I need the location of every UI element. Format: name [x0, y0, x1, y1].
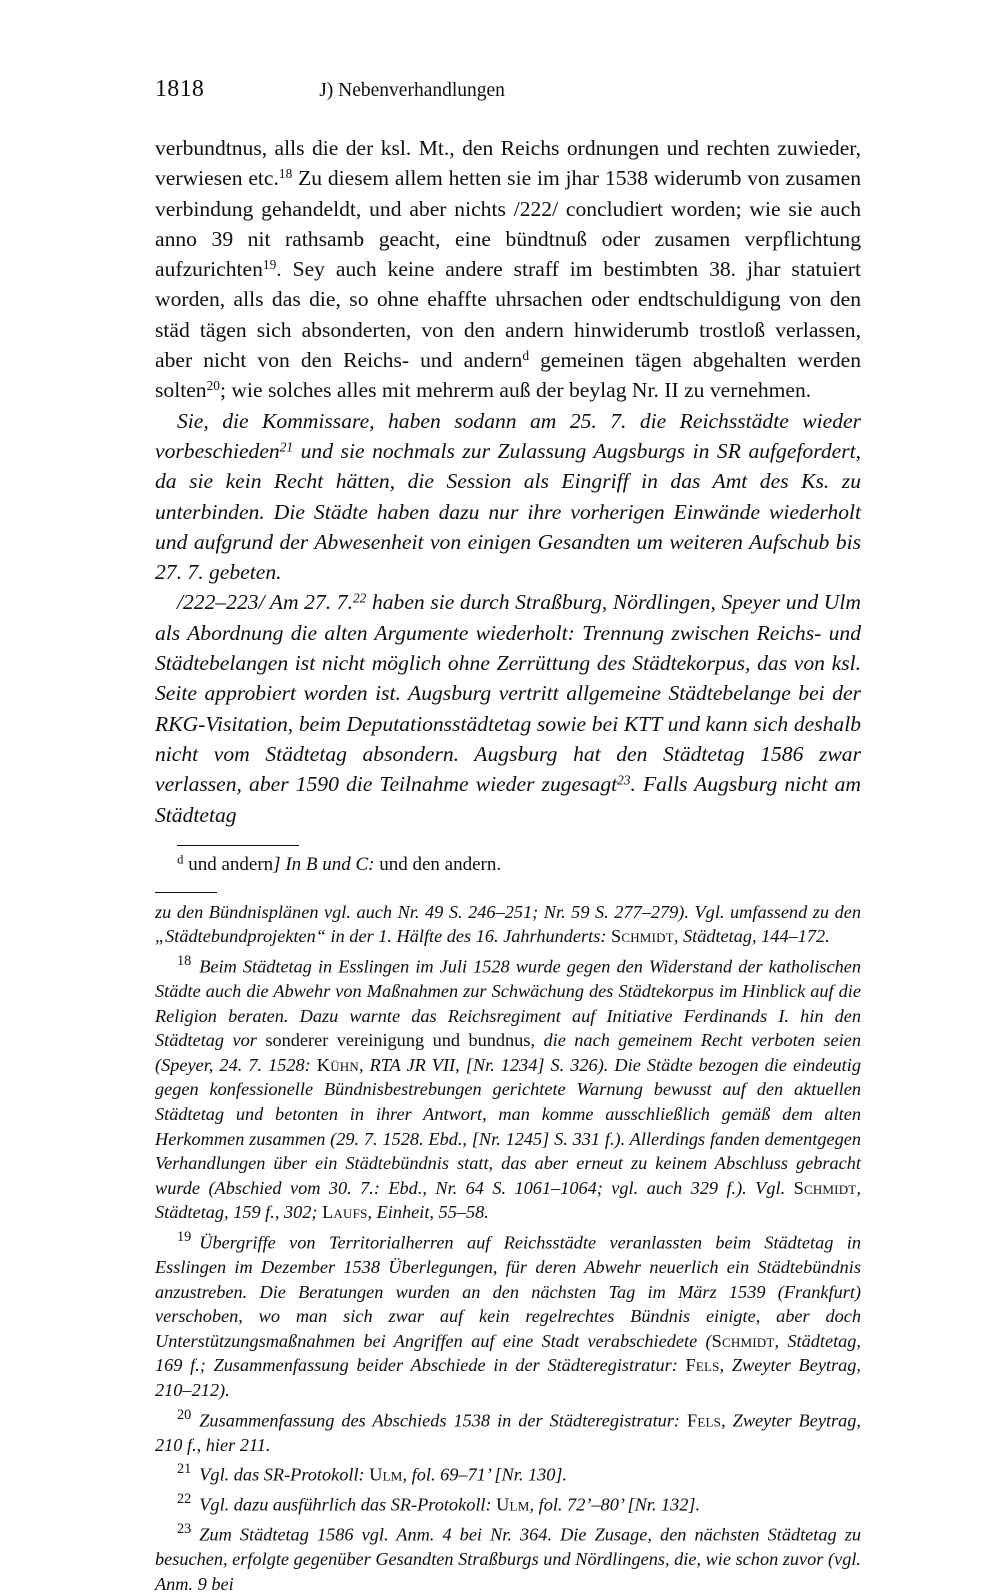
footnote-text: , fol. 72’–80’ [Nr. 132]. — [529, 1494, 701, 1515]
footnote-quoted-source: sonderer vereinigung und bundnus, — [265, 1030, 544, 1051]
footnote-cont — [155, 900, 861, 949]
footnote-text: Beim Städtetag in Esslingen im Juli 1528 wurde gegen den Widerstand der katholischen Städte auch die Abwehr von Maßnahmen zur Schwächung des Städtekorpus im Hinblick auf die Religion beraten. Dazu warnte das Reichsregiment auf Initiative Ferdinands I. hin den Städtetag vor — [155, 956, 861, 1051]
footnote-ref-21[interactable]: 21 — [279, 439, 294, 455]
main-text — [155, 133, 861, 830]
apparatus-ref-d[interactable]: d — [522, 348, 530, 364]
apparatus-note — [155, 852, 861, 878]
footnote-number[interactable]: 21 — [177, 1461, 192, 1478]
footnote-number[interactable]: 18 — [177, 953, 192, 970]
para3-part2: haben sie durch Straßburg, Nördlingen, Speyer und Ulm als Abordnung die alten Argumente wiederholt: Trennung zwischen Reichs- und Städtebelangen ist nicht möglich ohne Zerrüttung des Städtekorpus, das von ksl. Seite approbiert worden ist. Augsburg vertritt allgemeine Städtebelange bei der RKG-Visitation, beim Deputationsstädtetag sowie bei KTT und kann sich deshalb nicht vom Städtetag absondern. Augsburg hat den Städtetag 1586 zwar verlassen, aber 1590 die Teilnahme wieder zugesagt — [155, 590, 861, 797]
footnote-author: Fels — [685, 1355, 720, 1376]
apparatus-variant-text: und den andern. — [374, 853, 502, 875]
apparatus-lemma: und andern — [183, 853, 274, 875]
footnote-fn21 — [155, 1457, 861, 1487]
para1-part3: . Sey auch keine andere straff im bestimbten 38. jhar statuiert worden, alls das die, so ohne ehaffte uhrsachen oder endtschuldigung von den städ tägen sich absonderten, von den andern hinwiderumb trostloß verlassen, aber nicht von den Reichs- und andern — [155, 257, 861, 373]
footnote-author: Schmidt — [610, 926, 674, 947]
footnote-number[interactable]: 19 — [177, 1228, 192, 1245]
paragraph-regest-2 — [155, 587, 861, 829]
footnote-text: , Städtetag, 169 f.; Zusammenfassung beider Abschiede in der Städteregistratur: — [155, 1330, 862, 1376]
para1-part1: verbundtnus, alls die der ksl. Mt., den Reichs ordnungen und rechten zuwieder, verwiesen etc. — [155, 136, 861, 191]
footnote-author: Ulm — [496, 1494, 530, 1515]
footnote-text: die nach gemeinem Recht verboten seien (Speyer, 24. 7. 1528: — [155, 1030, 861, 1075]
footnote-fn23 — [155, 1517, 861, 1596]
footnote-number[interactable]: 23 — [177, 1521, 192, 1538]
footnote-text: , Einheit, 55–58. — [367, 1202, 489, 1223]
para1-part4: gemeinen tägen abgehalten werden solten — [155, 348, 861, 403]
footnote-number[interactable]: 22 — [177, 1491, 192, 1508]
footnote-text: Zusammenfassung des Abschieds 1538 in der Städteregistratur: — [199, 1409, 687, 1430]
footnote-text: , Städtetag, 144–172. — [673, 926, 830, 947]
paragraph-transcript — [155, 133, 861, 406]
apparatus-rule — [177, 845, 299, 846]
footnote-text: , Zweyter Beytrag, 210–212). — [155, 1355, 861, 1400]
footnote-ref-20[interactable]: 20 — [206, 378, 220, 394]
footnote-text: , Städtetag, 159 f., 302; — [155, 1177, 861, 1223]
footnote-author: Fels — [687, 1409, 722, 1430]
footnote-text: Vgl. das SR-Protokoll: — [199, 1464, 370, 1485]
footnote-ref-22[interactable]: 22 — [352, 591, 367, 607]
footnote-text: Zum Städtetag 1586 vgl. Anm. 4 bei Nr. 364. Die Zusage, den nächsten Städtetag zu besuchen, erfolgte gegenüber Gesandten Straßburgs und Nördlingens, die, wie schon zuvor (vgl. Anm. 9 bei — [155, 1524, 861, 1594]
footnote-author: Ulm — [369, 1464, 403, 1485]
page-number: 1818 — [155, 76, 205, 102]
footnote-text: , RTA JR VII, [Nr. 1234] S. 326). Die Städte bezogen die eindeutig gegen konfessionelle Bündnisbestrebungen gerichtete Warnung bewusst auf den aktuellen Städtetag und betonten in ihrer Antwort, man komme ausschließlich gemäß dem alten Herkommen zusammen (29. 7. 1528. Ebd., [Nr. 1245] S. 331 f.). Allerdings fanden dementgegen Verhandlungen über ein Städtebündnis statt, das aber erneut zu keinem Abschluss gebracht wurde (Abschied vom 30. 7.: Ebd., Nr. 64 S. 1061–1064; vgl. auch 329 f.). Vgl. — [155, 1054, 861, 1198]
footnote-text: Übergriffe von Territorialherren auf Reichsstädte veranlassten beim Städtetag in Esslingen im Dezember 1538 Überlegungen, für deren Abwehr neuerlich ein Städtebündnis anzustreben. Die Beratungen wurden an den nächsten Tag im März 1539 (Frankfurt) verschoben, wo man sich zwar auf kein regelrechtes Bündnis einigte, aber doch Unterstützungsmaßnahmen bei Angriffen auf eine Stadt verabschiedete ( — [155, 1232, 861, 1351]
footnote-author: Schmidt — [711, 1330, 775, 1351]
para2-part1: Sie, die Kommissare, haben sodann am 25. 7. die Reichsstädte wieder vorbeschieden — [155, 408, 861, 463]
footnote-block — [155, 900, 861, 1596]
para3-part1: /222–223/ Am 27. 7. — [177, 590, 353, 615]
para3-part3: . Falls Augsburg nicht am Städtetag — [155, 772, 861, 827]
running-title: J) Nebenverhandlungen — [319, 80, 505, 101]
footnote-text: Vgl. dazu ausführlich das SR-Protokoll: — [199, 1494, 497, 1515]
footnote-text: , Zweyter Beytrag, 210 f., hier 211. — [155, 1409, 861, 1455]
apparatus-bracket: ] — [273, 853, 286, 875]
apparatus-variant-source: In B und C: — [285, 853, 375, 875]
running-head — [155, 76, 861, 106]
footnote-ref-19[interactable]: 19 — [262, 257, 277, 273]
footnote-number[interactable]: 20 — [177, 1406, 192, 1423]
footnote-text: zu den Bündnisplänen vgl. auch Nr. 49 S. 246–251; Nr. 59 S. 277–279). Vgl. umfassend zu den „Städtebundprojekten“ in der 1. Hälfte des 16. Jahrhunderts: — [155, 901, 861, 947]
footnote-ref-23[interactable]: 23 — [617, 772, 631, 788]
footnote-rule — [155, 892, 217, 893]
footnote-fn18 — [155, 949, 861, 1225]
para2-part2: und sie nochmals zur Zulassung Augsburgs in SR aufgefordert, da sie kein Recht hätten, die Session als Eingriff in das Amt des Ks. zu unterbinden. Die Städte haben dazu nur ihre vorherigen Einwände wiederholt und aufgrund der Abwesenheit von einigen Gesandten um weiteren Aufschub bis 27. 7. gebeten. — [155, 438, 861, 585]
footnote-author: Laufs — [322, 1202, 368, 1223]
footnote-fn19 — [155, 1225, 861, 1403]
footnote-ref-18[interactable]: 18 — [278, 166, 293, 182]
footnote-author: Kühn — [316, 1054, 359, 1075]
paragraph-regest-1 — [155, 406, 861, 588]
para1-part2: Zu diesem allem hetten sie im jhar 1538 widerumb von zusamen verbindung gehandeldt, und aber nichts /222/ concludiert worden; wie sie auch anno 39 nit rathsamb geacht, eine bündtnuß oder zusamen verpflichtung aufzurichten — [155, 166, 862, 282]
footnote-text: , fol. 69–71’ [Nr. 130]. — [402, 1464, 568, 1485]
footnote-fn20 — [155, 1403, 861, 1458]
para1-part5: ; wie solches alles mit mehrerm auß der beylag Nr. II zu vernehmen. — [219, 378, 812, 403]
apparatus-marker-d: d — [177, 851, 184, 867]
footnote-fn22 — [155, 1487, 861, 1517]
footnote-author: Schmidt — [793, 1177, 857, 1198]
